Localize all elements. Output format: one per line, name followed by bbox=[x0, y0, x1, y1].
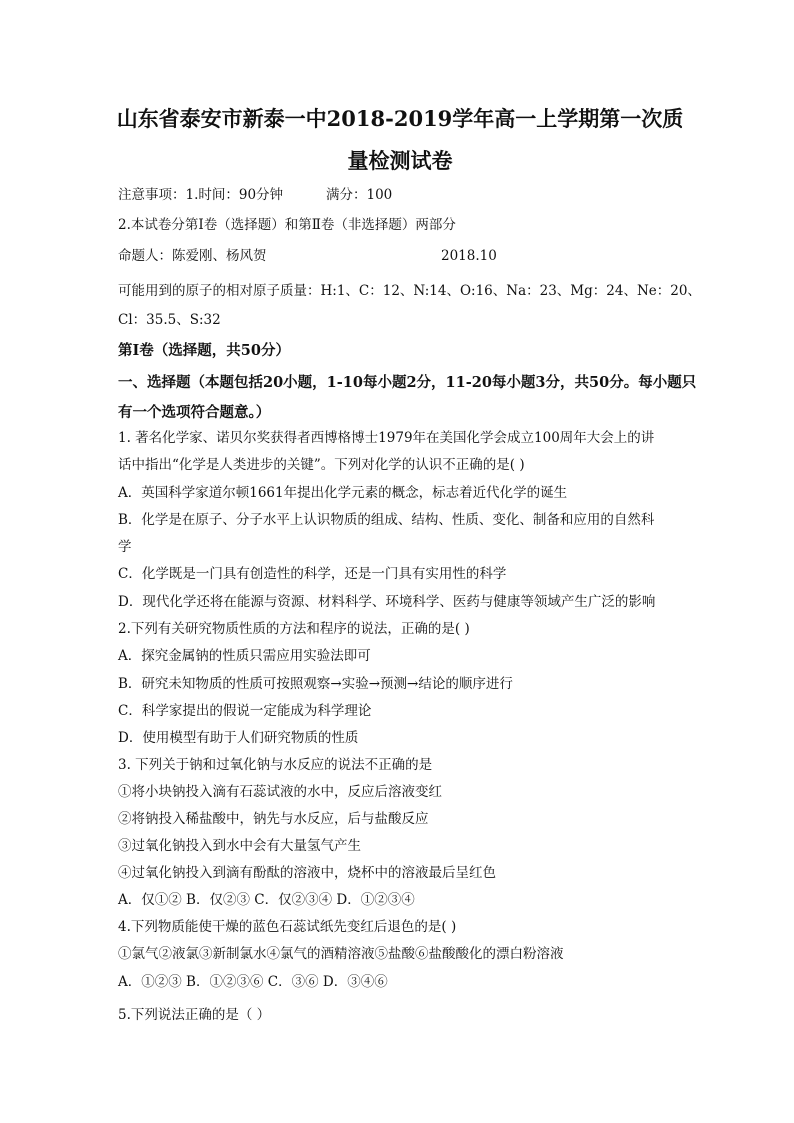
q1-option-b-line-1: B．化学是在原子、分子水平上认识物质的组成、结构、性质、变化、制备和应用的自然科 bbox=[118, 512, 655, 528]
q1-option-a: A．英国科学家道尔顿1661年提出化学元素的概念，标志着近代化学的诞生 bbox=[118, 485, 568, 501]
q3-stem: 3. 下列关于钠和过氧化钠与水反应的说法不正确的是 bbox=[118, 757, 433, 773]
notice-text: 注意事项：1.时间：90分钟 bbox=[118, 187, 284, 203]
authors-text: 命题人：陈爱刚、杨风贺 bbox=[118, 248, 267, 264]
exam-title-line-1: 山东省泰安市新泰一中2018-2019学年高一上学期第一次质 bbox=[116, 106, 684, 131]
part-one-title: 第Ⅰ卷（选择题，共50分） bbox=[118, 342, 290, 359]
q2-option-a: A．探究金属钠的性质只需应用实验法即可 bbox=[118, 648, 371, 664]
q1-option-d: D．现代化学还将在能源与资源、材料科学、环境科学、医药与健康等领域产生广泛的影响 bbox=[118, 594, 656, 610]
full-score-text: 满分：100 bbox=[326, 187, 393, 203]
q4-options: A．①②③ B．①②③⑥ C．③⑥ D．③④⑥ bbox=[118, 974, 388, 990]
q3-statement-2: ②将钠投入稀盐酸中，钠先与水反应，后与盐酸反应 bbox=[118, 811, 429, 827]
q2-option-c: C．科学家提出的假说一定能成为科学理论 bbox=[118, 703, 372, 719]
q4-items: ①氯气②液氯③新制氯水④氯气的酒精溶液⑤盐酸⑥盐酸酸化的漂白粉溶液 bbox=[118, 946, 564, 962]
q1-option-c: C．化学既是一门具有创造性的科学，还是一门具有实用性的科学 bbox=[118, 566, 507, 582]
q1-stem-line-2: 话中指出“化学是人类进步的关键”。下列对化学的认识不正确的是( ) bbox=[118, 457, 525, 473]
q3-statement-4: ④过氧化钠投入到滴有酚酞的溶液中，烧杯中的溶液最后呈红色 bbox=[118, 865, 496, 881]
q2-stem: 2.下列有关研究物质性质的方法和程序的说法，正确的是( ) bbox=[118, 621, 470, 637]
q3-statement-3: ③过氧化钠投入到水中会有大量氢气产生 bbox=[118, 838, 361, 854]
instructions-line-1: 一、选择题（本题包括20小题，1-10每小题2分，11-20每小题3分，共50分。每小题只 bbox=[118, 374, 697, 391]
q3-options: A．仅①② B．仅②③ C．仅②③④ D．①②③④ bbox=[118, 892, 415, 908]
q4-stem: 4.下列物质能使干燥的蓝色石蕊试纸先变红后退色的是( ) bbox=[118, 919, 457, 935]
q2-option-d: D．使用模型有助于人们研究物质的性质 bbox=[118, 730, 359, 746]
q5-stem: 5.下列说法正确的是（ ） bbox=[118, 1007, 271, 1023]
date-text: 2018.10 bbox=[441, 248, 497, 264]
q3-statement-1: ①将小块钠投入滴有石蕊试液的水中，反应后溶液变红 bbox=[118, 784, 442, 800]
q1-option-b-line-2: 学 bbox=[118, 539, 132, 555]
q1-stem-line-1: 1. 著名化学家、诺贝尔奖获得者西博格博士1979年在美国化学会成立100周年大会上的讲 bbox=[118, 430, 655, 446]
paper-structure-text: 2.本试卷分第Ⅰ卷（选择题）和第Ⅱ卷（非选择题）两部分 bbox=[118, 217, 456, 233]
q2-option-b: B．研究未知物质的性质可按照观察→实验→预测→结论的顺序进行 bbox=[118, 676, 513, 692]
atomic-masses-line-1: 可能用到的原子的相对原子质量：H:1、C：12、N:14、O:16、Na：23、Mg：24、Ne：20、 bbox=[118, 283, 701, 299]
exam-title-line-2: 量检测试卷 bbox=[347, 148, 453, 173]
instructions-line-2: 有一个选项符合题意。） bbox=[118, 404, 271, 421]
atomic-masses-line-2: Cl：35.5、S:32 bbox=[118, 312, 221, 328]
